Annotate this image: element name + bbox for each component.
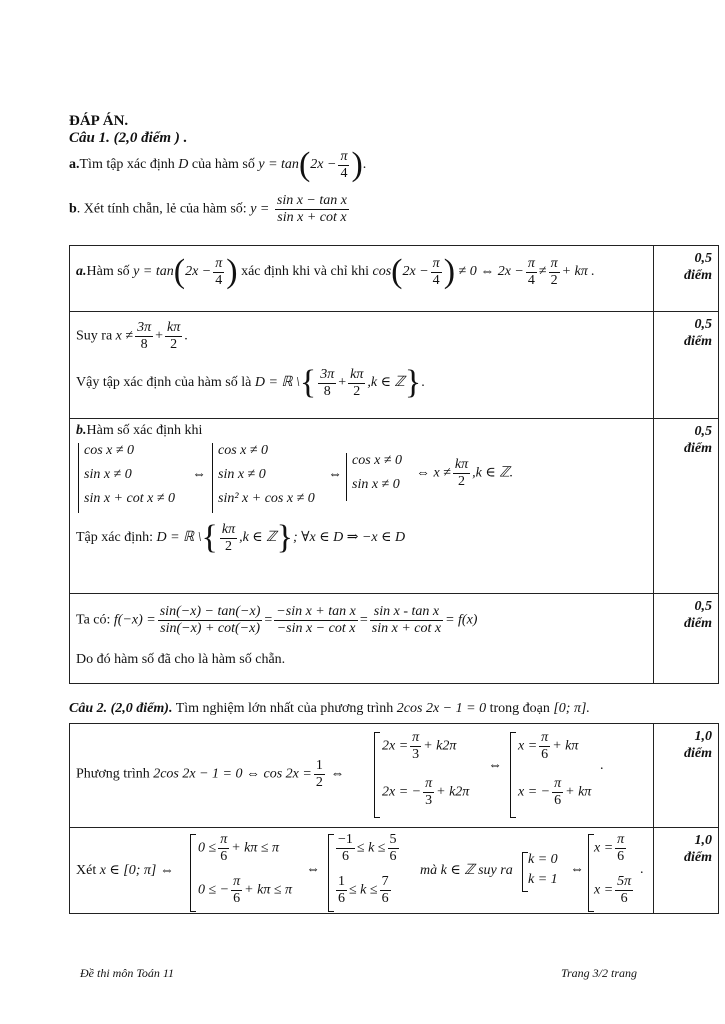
question-1a: a.Tìm tập xác định D của hàm số y = tan(2x − $\frac{\pi}{4}$ ). bbox=[69, 146, 367, 183]
answer-row-1b: b.Hàm số xác định khi cos x ≠ 0 sin x ≠ 0 sin x + cot x ≠ 0 ⇔ cos x ≠ 0 sin x ≠ 0 sin² x + cos x ≠ 0 ⇔ cos x ≠ 0 sin x ≠ 0 ⇔ x ≠ $\frac{k\pi}{2}$ ,k ∈ ℤ. Tập xác định: D = ℝ \{ $\frac{k\pi}{2}$ ,k ∈ ℤ}; ∀x ∈ D ⇒ −x ∈ D bbox=[70, 419, 654, 594]
footer-page: Trang 3/2 trang bbox=[561, 966, 638, 980]
answer-row-1a-domain: Suy ra x ≠ $\frac{3\pi}{8}$ + $\frac{k\pi}{2}$ . Vậy tập xác định của hàm số là D = ℝ \{ $\frac{3\pi}{8}$ + $\frac{k\pi}{2}$ ,k ∈ ℤ}. bbox=[70, 312, 654, 419]
score-1b: 0,5 điểm bbox=[684, 424, 712, 456]
system-brace-1 bbox=[78, 443, 79, 513]
system-brace-2 bbox=[212, 443, 213, 513]
score-2-interval: 1,0 điểm bbox=[684, 833, 712, 865]
score-1a-domain: 0,5 điểm bbox=[684, 317, 712, 349]
question-1-title: Câu 1. (2,0 điểm ) . bbox=[69, 130, 188, 146]
answer-row-1a: a.Hàm số y = tan(2x − $\frac{\pi}{4}$ ) xác định khi và chỉ khi cos(2x − $\frac{\pi}{4}$ ) ≠ 0 ⇔ 2x − $\frac{\pi}{4}$ ≠ $\frac{\pi}{2}$ + kπ . bbox=[70, 246, 654, 312]
footer-left: Đề thi môn Toán 11 bbox=[80, 966, 175, 980]
answer-row-2-solve: Phương trình 2cos 2x − 1 = 0 ⇔ cos 2x = $\frac{1}{2}$ ⇔ 2x = $\frac{\pi}{3}$ + k2π 2x = − $\frac{\pi}{3}$ + k2π ⇔ x = $\frac{\pi}{6}$ + kπ x = − $\frac{\pi}{6}$ + kπ . bbox=[70, 724, 654, 828]
bracket-1 bbox=[374, 732, 380, 818]
system-brace-3 bbox=[346, 453, 347, 501]
question-2: Câu 2. (2,0 điểm). Tìm nghiệm lớn nhất của phương trình 2cos 2x − 1 = 0 trong đoạn [0; π]. bbox=[69, 701, 590, 716]
answer-heading: ĐÁP ÁN. bbox=[69, 113, 129, 129]
answer-table-q1 bbox=[69, 245, 719, 684]
score-2-solve: 1,0 điểm bbox=[684, 729, 712, 761]
answer-table-q2 bbox=[69, 723, 719, 914]
bracket-2 bbox=[510, 732, 516, 818]
answer-row-1b-parity: Ta có: f(−x) = $\frac{\sin(-x) - \tan(-x)}{\sin(-x) + \cot(-x)}$ = $\frac{\text{−sin x + tan x}}{\text{−sin x − cot x}}$ = $\frac{\text{sin x - tan x}}{\text{sin x + cot x}}$ = f(x) Do đó hàm số đã cho là hàm số chẵn. bbox=[70, 594, 654, 684]
question-1b: b. Xét tính chẵn, lẻ của hàm số: y = $\frac{\text{sin x − tan x}}{\text{sin x + cot x}}$ bbox=[69, 193, 347, 225]
score-1a: 0,5 điểm bbox=[684, 251, 712, 283]
answer-row-2-interval: Xét x ∈ [0; π] ⇔ 0 ≤ $\frac{\pi}{6}$ + kπ ≤ π 0 ≤ − $\frac{\pi}{6}$ + kπ ≤ π ⇔ $\frac{-1}{6}$ ≤ k ≤ $\frac{5}{6}$ $\frac{1}{6}$ ≤ k ≤ $\frac{7}{6}$ mà k ∈ ℤ suy ra k = 0 k = 1 ⇔ x = $\frac{\pi}{6}$ x = $\frac{5\pi}{6}$ . bbox=[70, 828, 654, 914]
score-1b-parity: 0,5 điểm bbox=[684, 599, 712, 631]
bracket-3 bbox=[190, 834, 196, 912]
